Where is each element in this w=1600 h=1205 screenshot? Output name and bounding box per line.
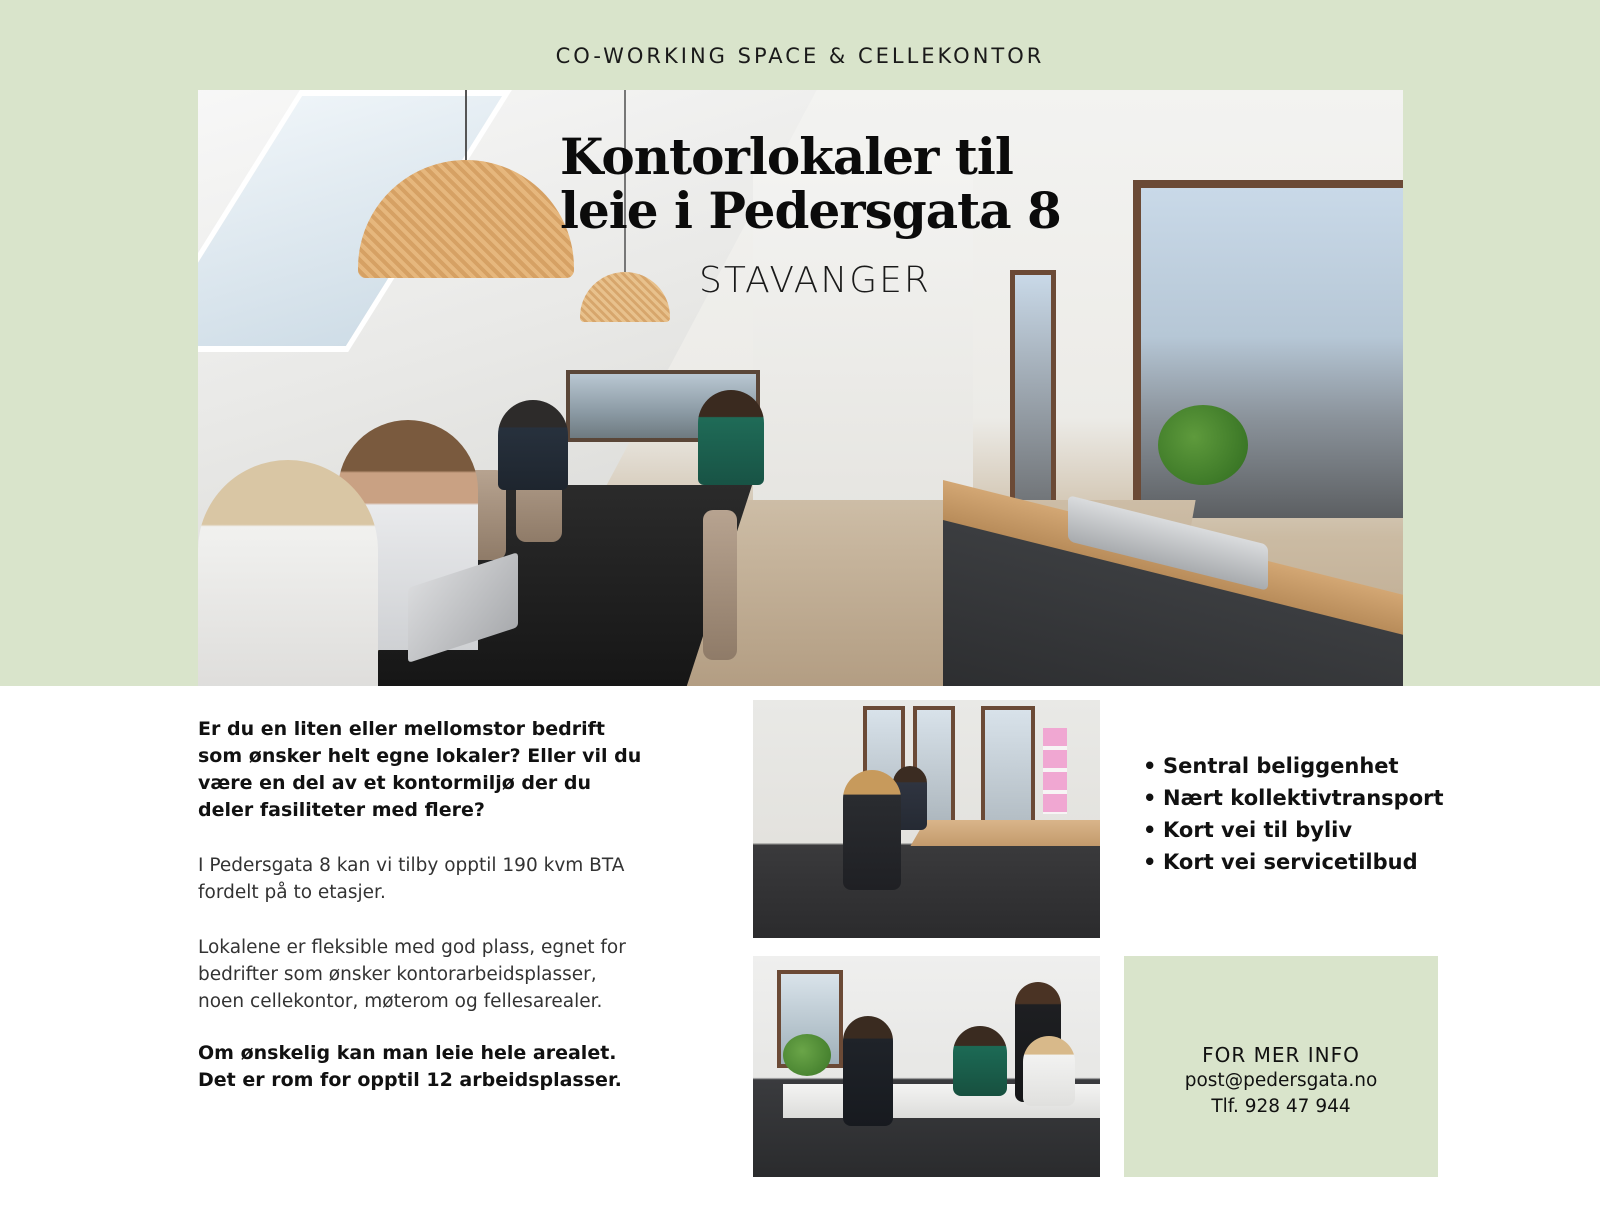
hero-title-line1: Kontorlokaler til <box>560 127 1013 186</box>
feature-item: • Sentral beliggenhet <box>1143 750 1444 782</box>
desk <box>910 820 1100 846</box>
person-seated <box>498 400 568 490</box>
office-photo-meeting <box>753 956 1100 1177</box>
pink-notes <box>1043 728 1067 814</box>
contact-heading: FOR MER INFO <box>1202 1042 1360 1067</box>
closing-line1: Om ønskelig kan man leie hele arealet. <box>198 1042 617 1064</box>
person-seated <box>698 390 764 485</box>
chair <box>703 510 737 660</box>
person-seated <box>843 1016 893 1126</box>
contact-email[interactable]: post@pedersgata.no <box>1184 1069 1378 1091</box>
area-paragraph: I Pedersgata 8 kan vi tilby opptil 190 kvm BTA fordelt på to etasjer. <box>198 855 625 903</box>
hero-title-line2: leie i Pedersgata 8 <box>560 181 1061 240</box>
closing-line2: Det er rom for opptil 12 arbeidsplasser. <box>198 1069 622 1091</box>
flexibility-paragraph: Lokalene er fleksible med god plass, egnet for bedrifter som ønsker kontorarbeidsplasser, noen cellekontor, møterom og fellesarealer. <box>198 937 626 1012</box>
contact-phone[interactable]: Tlf. 928 47 944 <box>1211 1095 1351 1117</box>
intro-text: Er du en liten eller mellomstor bedrift som ønsker helt egne lokaler? Eller vil du være en del av et kontormiljø der du deler fasiliteter med flere? <box>198 718 642 821</box>
feature-list <box>1143 750 1444 878</box>
feature-item: • Nært kollektivtransport <box>1143 782 1444 814</box>
potted-plant <box>1158 405 1248 485</box>
lamp-cord <box>465 90 467 160</box>
office-photo-desks <box>753 700 1100 938</box>
contact-box <box>1124 956 1438 1177</box>
person-seated <box>953 1026 1007 1096</box>
feature-item: • Kort vei servicetilbud <box>1143 846 1444 878</box>
hero-city: STAVANGER <box>699 260 931 301</box>
person-working <box>843 770 901 890</box>
header-kicker: CO-WORKING SPACE & CELLEKONTOR <box>555 44 1045 68</box>
potted-plant <box>783 1034 831 1076</box>
person-seated <box>1023 1036 1075 1106</box>
hero-title <box>560 127 1100 240</box>
side-window <box>1010 270 1056 520</box>
closing-text <box>198 1040 648 1094</box>
person-woman <box>198 460 378 686</box>
feature-item: • Kort vei til byliv <box>1143 814 1444 846</box>
